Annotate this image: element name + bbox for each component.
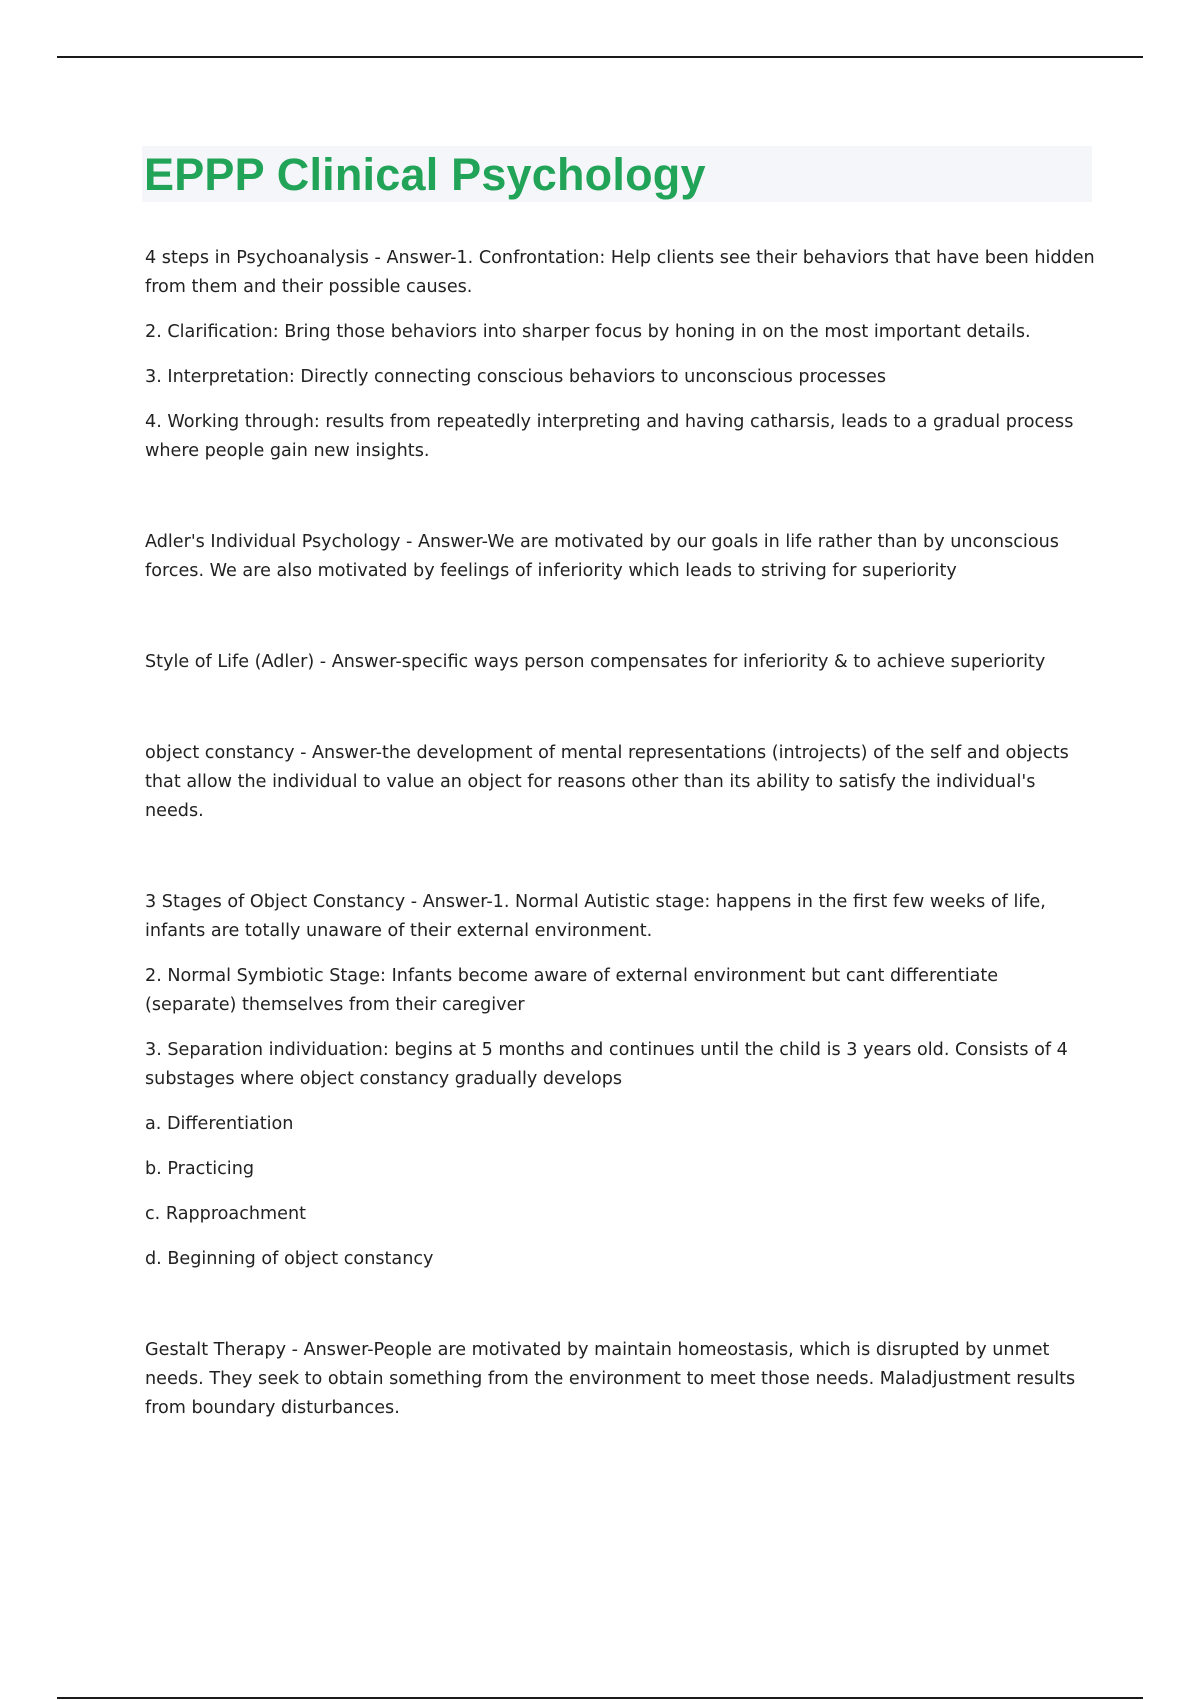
section-gap [145, 842, 1095, 888]
section-gap [145, 1290, 1095, 1336]
qa-gestalt-therapy: Gestalt Therapy - Answer-People are motivated by maintain homeostasis, which is disrupted by unmet needs. They seek to obtain something from the environment to meet those needs. Maladjustment results from boundary disturbances. [145, 1340, 1076, 1418]
list-item: b. Practicing [145, 1159, 255, 1179]
list-item: c. Rapproachment [145, 1204, 307, 1224]
list-item: 2. Normal Symbiotic Stage: Infants become aware of external environment but cant differentiate (separate) themselves from their caregiver [145, 966, 999, 1015]
document-title: EPPP Clinical Psychology [144, 149, 706, 200]
qa-object-constancy-stages: 3 Stages of Object Constancy - Answer-1. Normal Autistic stage: happens in the first few weeks of life, infants are totally unaware of their external environment. [145, 892, 1046, 941]
qa-psychoanalysis-steps: 4 steps in Psychoanalysis - Answer-1. Confrontation: Help clients see their behaviors that have been hidden from them and their possible causes. [145, 248, 1095, 297]
list-item: 2. Clarification: Bring those behaviors into sharper focus by honing in on the most important details. [145, 322, 1031, 342]
section-gap [145, 482, 1095, 528]
list-item: 3. Interpretation: Directly connecting conscious behaviors to unconscious processes [145, 367, 887, 387]
qa-adler-individual-psychology: Adler's Individual Psychology - Answer-We are motivated by our goals in life rather than by unconscious forces. We are also motivated by feelings of inferiority which leads to striving for superiority [145, 532, 1059, 581]
qa-object-constancy: object constancy - Answer-the development of mental representations (introjects) of the self and objects that allow the individual to value an object for reasons other than its ability to satisfy the individual's needs. [145, 743, 1069, 821]
section-gap [145, 602, 1095, 648]
list-item: 4. Working through: results from repeatedly interpreting and having catharsis, leads to a gradual process where people gain new insights. [145, 412, 1074, 461]
qa-style-of-life: Style of Life (Adler) - Answer-specific ways person compensates for inferiority & to achieve superiority [145, 652, 1046, 672]
list-item: 3. Separation individuation: begins at 5 months and continues until the child is 3 years old. Consists of 4 substages where object constancy gradually develops [145, 1040, 1068, 1089]
bottom-rule [57, 1697, 1143, 1699]
document-body [145, 244, 1095, 1439]
section-gap [145, 693, 1095, 739]
list-item: d. Beginning of object constancy [145, 1249, 434, 1269]
top-rule [57, 56, 1143, 58]
list-item: a. Differentiation [145, 1114, 294, 1134]
